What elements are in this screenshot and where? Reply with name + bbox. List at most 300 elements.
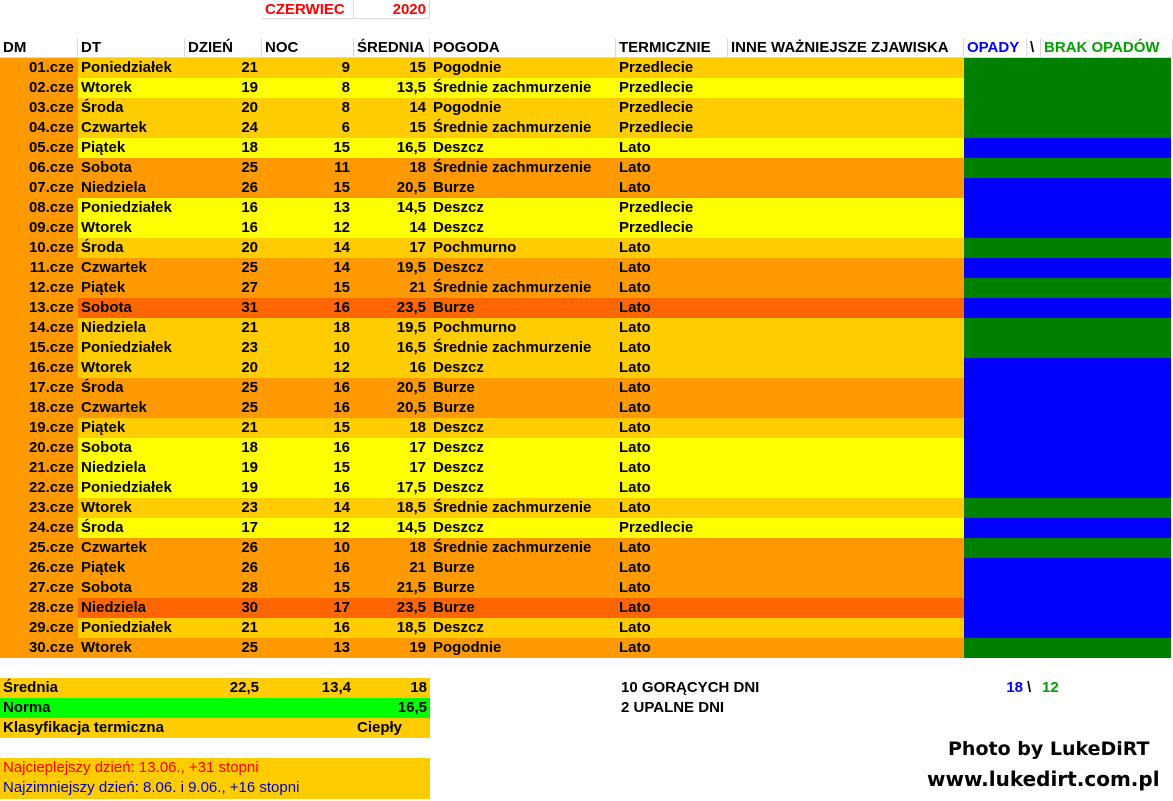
row-3-night: 8	[262, 98, 354, 118]
col-header-day: DZIEŃ	[185, 38, 262, 58]
row-23-weather: Średnie zachmurzenie	[430, 498, 616, 518]
row-13-thermal: Lato	[616, 298, 728, 318]
row-6-dt: Sobota	[78, 158, 185, 178]
row-11-weather: Deszcz	[430, 258, 616, 278]
row-29-night: 16	[262, 618, 354, 638]
row-25-thermal: Lato	[616, 538, 728, 558]
row-28-weather: Burze	[430, 598, 616, 618]
upalne-days: 2 UPALNE DNI	[621, 699, 725, 716]
row-27-weather: Burze	[430, 578, 616, 598]
row-19-thermal: Lato	[616, 418, 728, 438]
row-20-dt: Sobota	[78, 438, 185, 458]
row-21-dm: 21.cze	[0, 458, 78, 478]
photo-credit: Photo by LukeDiRT	[948, 738, 1150, 760]
avg-label: Średnia	[0, 678, 78, 698]
row-25-dm: 25.cze	[0, 538, 78, 558]
row-21-avg: 17	[354, 458, 430, 478]
row-5-dm: 05.cze	[0, 138, 78, 158]
row-23-day: 23	[185, 498, 262, 518]
row-11-dm: 11.cze	[0, 258, 78, 278]
row-25-phenomena	[728, 538, 964, 558]
row-29-phenomena	[728, 618, 964, 638]
row-23-avg: 18,5	[354, 498, 430, 518]
row-14-dm: 14.cze	[0, 318, 78, 338]
rain-sep: \	[1027, 679, 1032, 696]
row-6-weather: Średnie zachmurzenie	[430, 158, 616, 178]
row-24-day: 17	[185, 518, 262, 538]
row-7-dm: 07.cze	[0, 178, 78, 198]
row-26-avg: 21	[354, 558, 430, 578]
row-19-weather: Deszcz	[430, 418, 616, 438]
row-4-dt: Czwartek	[78, 118, 185, 138]
row-29-day: 21	[185, 618, 262, 638]
row-20-phenomena	[728, 438, 964, 458]
row-22-night: 16	[262, 478, 354, 498]
row-5-precip	[964, 138, 1171, 158]
row-6-avg: 18	[354, 158, 430, 178]
row-11-avg: 19,5	[354, 258, 430, 278]
row-2-weather: Średnie zachmurzenie	[430, 78, 616, 98]
row-17-night: 16	[262, 378, 354, 398]
row-27-night: 15	[262, 578, 354, 598]
row-4-night: 6	[262, 118, 354, 138]
col-header-avg: ŚREDNIA	[354, 38, 430, 58]
row-16-thermal: Lato	[616, 358, 728, 378]
row-8-thermal: Przedlecie	[616, 198, 728, 218]
row-2-night: 8	[262, 78, 354, 98]
row-29-dm: 29.cze	[0, 618, 78, 638]
hot-days: 10 GORĄCYCH DNI	[621, 679, 760, 696]
row-7-dt: Niedziela	[78, 178, 185, 198]
row-13-precip	[964, 298, 1171, 318]
row-10-precip	[964, 238, 1171, 258]
row-9-weather: Deszcz	[430, 218, 616, 238]
row-23-dt: Wtorek	[78, 498, 185, 518]
row-23-thermal: Lato	[616, 498, 728, 518]
row-30-dt: Wtorek	[78, 638, 185, 658]
row-22-weather: Deszcz	[430, 478, 616, 498]
row-21-precip	[964, 458, 1171, 478]
row-10-thermal: Lato	[616, 238, 728, 258]
klas-value: Ciepły	[354, 718, 430, 738]
row-6-thermal: Lato	[616, 158, 728, 178]
row-29-weather: Deszcz	[430, 618, 616, 638]
row-22-phenomena	[728, 478, 964, 498]
row-9-phenomena	[728, 218, 964, 238]
row-16-precip	[964, 358, 1171, 378]
row-17-dt: Środa	[78, 378, 185, 398]
row-8-day: 16	[185, 198, 262, 218]
row-4-phenomena	[728, 118, 964, 138]
row-20-night: 16	[262, 438, 354, 458]
row-7-day: 26	[185, 178, 262, 198]
row-3-thermal: Przedlecie	[616, 98, 728, 118]
row-22-day: 19	[185, 478, 262, 498]
row-22-dm: 22.cze	[0, 478, 78, 498]
row-30-weather: Pogodnie	[430, 638, 616, 658]
row-26-phenomena	[728, 558, 964, 578]
row-18-night: 16	[262, 398, 354, 418]
row-11-thermal: Lato	[616, 258, 728, 278]
row-6-night: 11	[262, 158, 354, 178]
row-5-weather: Deszcz	[430, 138, 616, 158]
row-19-day: 21	[185, 418, 262, 438]
norain-count: 12	[1042, 679, 1059, 696]
row-24-avg: 14,5	[354, 518, 430, 538]
row-10-dm: 10.cze	[0, 238, 78, 258]
row-10-weather: Pochmurno	[430, 238, 616, 258]
row-19-phenomena	[728, 418, 964, 438]
row-24-night: 12	[262, 518, 354, 538]
norma-label: Norma	[0, 698, 354, 718]
col-header-sep: \	[1027, 38, 1041, 58]
row-4-precip	[964, 118, 1171, 138]
row-6-day: 25	[185, 158, 262, 178]
row-17-phenomena	[728, 378, 964, 398]
row-21-day: 19	[185, 458, 262, 478]
row-8-avg: 14,5	[354, 198, 430, 218]
row-2-avg: 13,5	[354, 78, 430, 98]
row-17-precip	[964, 378, 1171, 398]
coldest-day: Najzimniejszy dzień: 8.06. i 9.06., +16 stopni	[0, 778, 430, 799]
row-12-dt: Piątek	[78, 278, 185, 298]
year-title: 2020	[354, 0, 430, 19]
row-26-precip	[964, 558, 1171, 578]
row-16-weather: Deszcz	[430, 358, 616, 378]
row-11-phenomena	[728, 258, 964, 278]
row-16-phenomena	[728, 358, 964, 378]
row-7-night: 15	[262, 178, 354, 198]
row-5-phenomena	[728, 138, 964, 158]
avg-avg: 18	[354, 678, 430, 698]
row-6-phenomena	[728, 158, 964, 178]
row-14-dt: Niedziela	[78, 318, 185, 338]
row-24-dt: Środa	[78, 518, 185, 538]
row-8-dt: Poniedziałek	[78, 198, 185, 218]
row-22-precip	[964, 478, 1171, 498]
row-5-dt: Piątek	[78, 138, 185, 158]
row-28-night: 17	[262, 598, 354, 618]
row-8-weather: Deszcz	[430, 198, 616, 218]
row-18-weather: Burze	[430, 398, 616, 418]
row-22-avg: 17,5	[354, 478, 430, 498]
row-27-day: 28	[185, 578, 262, 598]
row-9-avg: 14	[354, 218, 430, 238]
row-27-avg: 21,5	[354, 578, 430, 598]
site-credit: www.lukedirt.com.pl	[927, 767, 1160, 791]
row-15-avg: 16,5	[354, 338, 430, 358]
row-30-precip	[964, 638, 1171, 658]
row-18-avg: 20,5	[354, 398, 430, 418]
row-30-avg: 19	[354, 638, 430, 658]
row-9-precip	[964, 218, 1171, 238]
row-9-dm: 09.cze	[0, 218, 78, 238]
row-23-phenomena	[728, 498, 964, 518]
hottest-day: Najcieplejszy dzień: 13.06., +31 stopni	[0, 758, 430, 778]
row-30-night: 13	[262, 638, 354, 658]
row-12-avg: 21	[354, 278, 430, 298]
row-5-day: 18	[185, 138, 262, 158]
row-18-day: 25	[185, 398, 262, 418]
row-29-dt: Poniedziałek	[78, 618, 185, 638]
row-30-thermal: Lato	[616, 638, 728, 658]
row-29-avg: 18,5	[354, 618, 430, 638]
avg-night: 13,4	[262, 678, 354, 698]
row-22-thermal: Lato	[616, 478, 728, 498]
row-29-precip	[964, 618, 1171, 638]
row-14-precip	[964, 318, 1171, 338]
row-2-precip	[964, 78, 1171, 98]
row-3-day: 20	[185, 98, 262, 118]
row-26-dm: 26.cze	[0, 558, 78, 578]
row-9-dt: Wtorek	[78, 218, 185, 238]
row-18-dt: Czwartek	[78, 398, 185, 418]
rain-count: 18	[1006, 679, 1023, 696]
row-15-weather: Średnie zachmurzenie	[430, 338, 616, 358]
row-15-day: 23	[185, 338, 262, 358]
row-5-night: 15	[262, 138, 354, 158]
row-28-dm: 28.cze	[0, 598, 78, 618]
row-20-day: 18	[185, 438, 262, 458]
row-4-dm: 04.cze	[0, 118, 78, 138]
row-15-dt: Poniedziałek	[78, 338, 185, 358]
row-17-dm: 17.cze	[0, 378, 78, 398]
row-6-precip	[964, 158, 1171, 178]
row-15-night: 10	[262, 338, 354, 358]
row-20-thermal: Lato	[616, 438, 728, 458]
row-27-dt: Sobota	[78, 578, 185, 598]
row-29-thermal: Lato	[616, 618, 728, 638]
row-11-precip	[964, 258, 1171, 278]
row-3-precip	[964, 98, 1171, 118]
col-header-dm: DM	[0, 38, 78, 58]
row-17-weather: Burze	[430, 378, 616, 398]
row-14-night: 18	[262, 318, 354, 338]
row-27-precip	[964, 578, 1171, 598]
row-20-weather: Deszcz	[430, 438, 616, 458]
row-28-dt: Niedziela	[78, 598, 185, 618]
row-17-avg: 20,5	[354, 378, 430, 398]
row-1-dm: 01.cze	[0, 58, 78, 78]
row-30-day: 25	[185, 638, 262, 658]
row-24-phenomena	[728, 518, 964, 538]
row-12-dm: 12.cze	[0, 278, 78, 298]
row-15-thermal: Lato	[616, 338, 728, 358]
row-1-dt: Poniedziałek	[78, 58, 185, 78]
col-header-phenomena: INNE WAŻNIEJSZE ZJAWISKA	[728, 38, 964, 58]
row-1-avg: 15	[354, 58, 430, 78]
row-13-dt: Sobota	[78, 298, 185, 318]
row-3-dm: 03.cze	[0, 98, 78, 118]
row-21-thermal: Lato	[616, 458, 728, 478]
row-1-night: 9	[262, 58, 354, 78]
row-19-dt: Piątek	[78, 418, 185, 438]
row-14-avg: 19,5	[354, 318, 430, 338]
row-18-precip	[964, 398, 1171, 418]
row-18-phenomena	[728, 398, 964, 418]
row-28-thermal: Lato	[616, 598, 728, 618]
row-4-weather: Średnie zachmurzenie	[430, 118, 616, 138]
row-19-precip	[964, 418, 1171, 438]
col-header-dt: DT	[78, 38, 185, 58]
row-28-phenomena	[728, 598, 964, 618]
row-3-weather: Pogodnie	[430, 98, 616, 118]
row-13-dm: 13.cze	[0, 298, 78, 318]
row-8-dm: 08.cze	[0, 198, 78, 218]
row-5-thermal: Lato	[616, 138, 728, 158]
row-24-thermal: Przedlecie	[616, 518, 728, 538]
row-9-thermal: Przedlecie	[616, 218, 728, 238]
row-10-avg: 17	[354, 238, 430, 258]
row-28-avg: 23,5	[354, 598, 430, 618]
row-6-dm: 06.cze	[0, 158, 78, 178]
row-1-weather: Pogodnie	[430, 58, 616, 78]
row-2-day: 19	[185, 78, 262, 98]
row-8-night: 13	[262, 198, 354, 218]
row-10-phenomena	[728, 238, 964, 258]
row-26-day: 26	[185, 558, 262, 578]
col-header-rain: OPADY	[964, 38, 1027, 58]
avg-day: 22,5	[185, 678, 262, 698]
row-14-day: 21	[185, 318, 262, 338]
row-10-day: 20	[185, 238, 262, 258]
row-2-dt: Wtorek	[78, 78, 185, 98]
row-10-dt: Środa	[78, 238, 185, 258]
row-18-dm: 18.cze	[0, 398, 78, 418]
row-25-precip	[964, 538, 1171, 558]
row-9-night: 12	[262, 218, 354, 238]
row-7-weather: Burze	[430, 178, 616, 198]
row-1-thermal: Przedlecie	[616, 58, 728, 78]
row-19-avg: 18	[354, 418, 430, 438]
row-13-night: 16	[262, 298, 354, 318]
row-12-thermal: Lato	[616, 278, 728, 298]
row-7-avg: 20,5	[354, 178, 430, 198]
row-15-precip	[964, 338, 1171, 358]
row-28-precip	[964, 598, 1171, 618]
col-header-thermal: TERMICZNIE	[616, 38, 728, 58]
row-14-weather: Pochmurno	[430, 318, 616, 338]
row-20-precip	[964, 438, 1171, 458]
row-23-precip	[964, 498, 1171, 518]
row-4-avg: 15	[354, 118, 430, 138]
row-16-avg: 16	[354, 358, 430, 378]
row-1-precip	[964, 58, 1171, 78]
row-2-phenomena	[728, 78, 964, 98]
col-header-weather: POGODA	[430, 38, 616, 58]
row-3-dt: Środa	[78, 98, 185, 118]
norma-value: 16,5	[354, 698, 430, 718]
row-2-thermal: Przedlecie	[616, 78, 728, 98]
row-16-dt: Wtorek	[78, 358, 185, 378]
row-14-thermal: Lato	[616, 318, 728, 338]
row-15-dm: 15.cze	[0, 338, 78, 358]
row-11-night: 14	[262, 258, 354, 278]
row-25-dt: Czwartek	[78, 538, 185, 558]
row-4-thermal: Przedlecie	[616, 118, 728, 138]
klas-label: Klasyfikacja termiczna	[0, 718, 354, 738]
row-14-phenomena	[728, 318, 964, 338]
row-12-day: 27	[185, 278, 262, 298]
row-28-day: 30	[185, 598, 262, 618]
row-25-night: 10	[262, 538, 354, 558]
row-12-night: 15	[262, 278, 354, 298]
row-11-day: 25	[185, 258, 262, 278]
row-13-phenomena	[728, 298, 964, 318]
row-21-weather: Deszcz	[430, 458, 616, 478]
row-12-weather: Średnie zachmurzenie	[430, 278, 616, 298]
row-13-avg: 23,5	[354, 298, 430, 318]
row-13-weather: Burze	[430, 298, 616, 318]
row-11-dt: Czwartek	[78, 258, 185, 278]
row-8-phenomena	[728, 198, 964, 218]
row-19-night: 15	[262, 418, 354, 438]
row-16-day: 20	[185, 358, 262, 378]
row-27-phenomena	[728, 578, 964, 598]
row-25-avg: 18	[354, 538, 430, 558]
row-20-avg: 17	[354, 438, 430, 458]
row-10-night: 14	[262, 238, 354, 258]
row-12-precip	[964, 278, 1171, 298]
row-13-day: 31	[185, 298, 262, 318]
row-3-avg: 14	[354, 98, 430, 118]
row-26-dt: Piątek	[78, 558, 185, 578]
col-header-norain: BRAK OPADÓW	[1041, 38, 1173, 58]
row-8-precip	[964, 198, 1171, 218]
row-23-night: 14	[262, 498, 354, 518]
row-20-dm: 20.cze	[0, 438, 78, 458]
row-24-dm: 24.cze	[0, 518, 78, 538]
row-5-avg: 16,5	[354, 138, 430, 158]
row-24-weather: Deszcz	[430, 518, 616, 538]
row-1-day: 21	[185, 58, 262, 78]
row-17-thermal: Lato	[616, 378, 728, 398]
row-27-thermal: Lato	[616, 578, 728, 598]
row-1-phenomena	[728, 58, 964, 78]
row-7-phenomena	[728, 178, 964, 198]
row-17-day: 25	[185, 378, 262, 398]
avg-fill	[78, 678, 185, 698]
row-15-phenomena	[728, 338, 964, 358]
month-title: CZERWIEC	[262, 0, 354, 19]
row-9-day: 16	[185, 218, 262, 238]
row-26-night: 16	[262, 558, 354, 578]
row-30-dm: 30.cze	[0, 638, 78, 658]
row-22-dt: Poniedziałek	[78, 478, 185, 498]
row-21-night: 15	[262, 458, 354, 478]
row-2-dm: 02.cze	[0, 78, 78, 98]
row-21-phenomena	[728, 458, 964, 478]
row-25-day: 26	[185, 538, 262, 558]
row-3-phenomena	[728, 98, 964, 118]
row-4-day: 24	[185, 118, 262, 138]
row-7-thermal: Lato	[616, 178, 728, 198]
row-7-precip	[964, 178, 1171, 198]
row-16-dm: 16.cze	[0, 358, 78, 378]
row-26-weather: Burze	[430, 558, 616, 578]
row-21-dt: Niedziela	[78, 458, 185, 478]
row-25-weather: Średnie zachmurzenie	[430, 538, 616, 558]
row-23-dm: 23.cze	[0, 498, 78, 518]
row-27-dm: 27.cze	[0, 578, 78, 598]
row-12-phenomena	[728, 278, 964, 298]
row-16-night: 12	[262, 358, 354, 378]
row-19-dm: 19.cze	[0, 418, 78, 438]
col-header-night: NOC	[262, 38, 354, 58]
row-24-precip	[964, 518, 1171, 538]
row-30-phenomena	[728, 638, 964, 658]
row-18-thermal: Lato	[616, 398, 728, 418]
